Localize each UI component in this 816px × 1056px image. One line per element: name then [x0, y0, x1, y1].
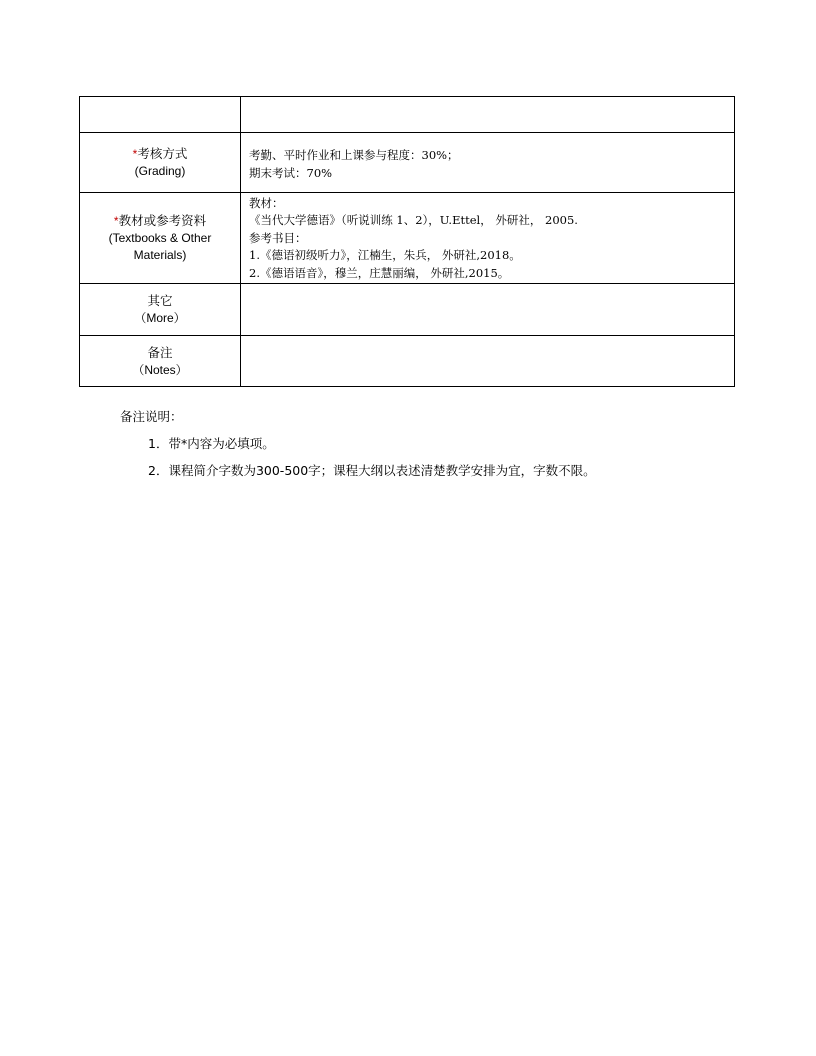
textbooks-line: 参考书目：: [249, 230, 307, 245]
grading-label-zh: *考核方式: [132, 146, 188, 161]
more-label-en: （More）: [134, 311, 186, 325]
grading-line: 期末考试：70%: [249, 165, 333, 180]
row-content-empty: [241, 97, 735, 133]
notes-item: 1．带*内容为必填项。: [148, 436, 275, 451]
grading-label-en: (Grading): [134, 164, 186, 178]
required-mark: *: [132, 147, 138, 161]
grading-label: [80, 133, 241, 193]
table-row: [80, 97, 735, 133]
table-row: [80, 284, 735, 336]
more-label-zh: 其它: [147, 293, 173, 308]
grading-line: 考勤、平时作业和上课参与程度：30%；: [249, 147, 459, 162]
table-row: [80, 336, 735, 387]
textbooks-line: 《当代大学德语》（听说训练 1、2），U.Ettel， 外研社， 2005.: [249, 213, 578, 228]
textbooks-label-zh: *教材或参考资料: [113, 213, 207, 228]
more-content: [241, 284, 735, 336]
textbooks-line: 1.《德语初级听力》，江楠生，朱兵， 外研社,2018。: [249, 248, 521, 263]
grading-content: [241, 133, 735, 193]
more-label: [80, 284, 241, 336]
notes-label-zh: 备注: [147, 344, 173, 360]
notes-label: [80, 336, 241, 387]
textbooks-content: [241, 193, 735, 284]
textbooks-label-en-2: Materials): [133, 248, 187, 262]
notes-explanation: [120, 408, 596, 489]
textbooks-label: [80, 193, 241, 284]
required-mark: *: [113, 214, 119, 228]
textbooks-label-en-1: (Textbooks & Other: [108, 231, 212, 245]
row-label-empty: [80, 97, 241, 133]
course-info-table: [79, 96, 735, 387]
notes-content: [241, 336, 735, 387]
notes-label-en: （Notes）: [132, 362, 188, 377]
table-row: [80, 133, 735, 193]
textbooks-line: 教材：: [249, 195, 284, 210]
table-row: [80, 193, 735, 284]
notes-item: 2．课程简介字数为300-500字；课程大纲以表述清楚教学安排为宜，字数不限。: [148, 463, 596, 478]
textbooks-line: 2.《德语语音》，穆兰，庄慧丽编， 外研社,2015。: [249, 265, 510, 280]
notes-title: 备注说明：: [120, 409, 183, 424]
